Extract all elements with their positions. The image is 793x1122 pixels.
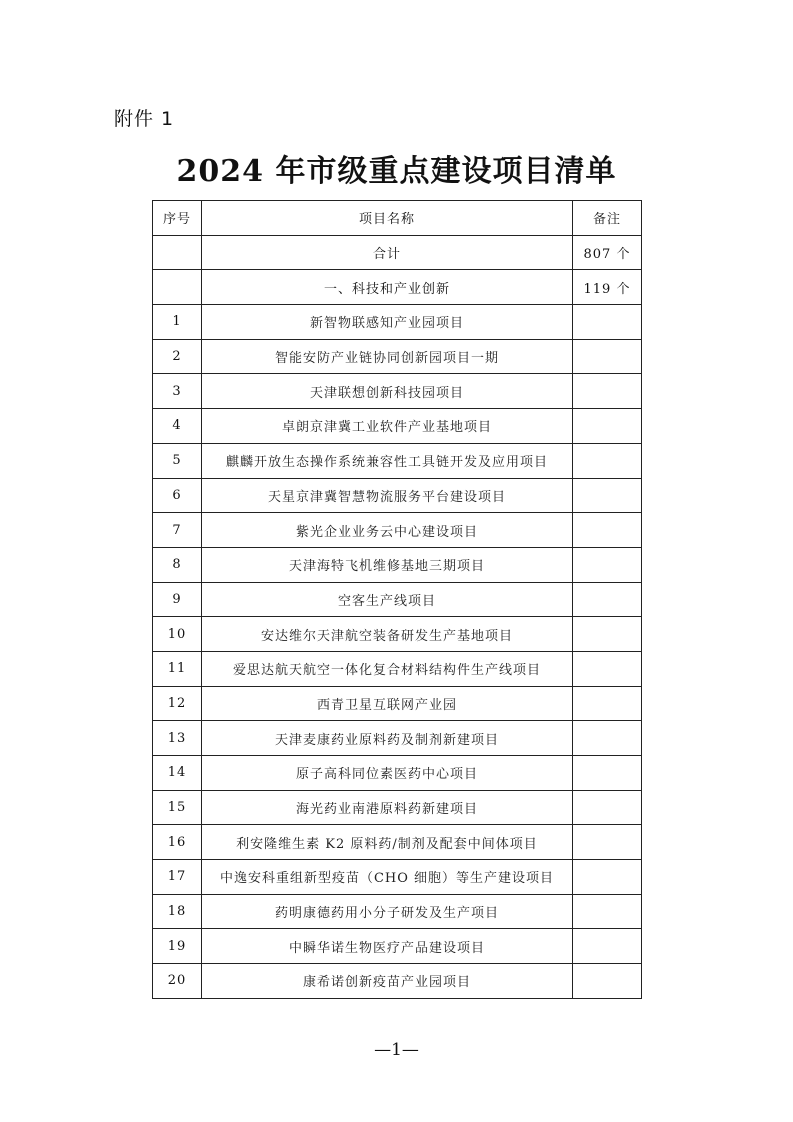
row-note [573, 374, 642, 409]
row-number: 19 [153, 929, 202, 964]
table-row [153, 790, 642, 825]
project-name: 天津麦康药业原料药及制剂新建项目 [202, 721, 573, 756]
row-note [573, 339, 642, 374]
project-name: 西青卫星互联网产业园 [202, 686, 573, 721]
row-number: 10 [153, 617, 202, 652]
table-row [153, 339, 642, 374]
table-row [153, 305, 642, 340]
project-name: 天津联想创新科技园项目 [202, 374, 573, 409]
project-name: 空客生产线项目 [202, 582, 573, 617]
project-name: 药明康德药用小分子研发及生产项目 [202, 894, 573, 929]
table-body [153, 235, 642, 998]
project-name: 天津海特飞机维修基地三期项目 [202, 547, 573, 582]
row-number: 2 [153, 339, 202, 374]
project-name: 海光药业南港原料药新建项目 [202, 790, 573, 825]
row-number: 11 [153, 651, 202, 686]
table-row [153, 860, 642, 895]
table-row [153, 964, 642, 999]
row-number: 5 [153, 443, 202, 478]
header-no: 序号 [153, 201, 202, 236]
row-number: 9 [153, 582, 202, 617]
row-note [573, 790, 642, 825]
project-name: 安达维尔天津航空装备研发生产基地项目 [202, 617, 573, 652]
table-row [153, 686, 642, 721]
table-row [153, 409, 642, 444]
section-note: 119 个 [573, 270, 642, 305]
row-note [573, 305, 642, 340]
table-header-row [153, 201, 642, 236]
project-name: 紫光企业业务云中心建设项目 [202, 513, 573, 548]
row-note [573, 651, 642, 686]
table-row [153, 651, 642, 686]
table-row [153, 547, 642, 582]
total-row [153, 235, 642, 270]
row-number: 8 [153, 547, 202, 582]
table-row [153, 929, 642, 964]
section-row [153, 270, 642, 305]
row-note [573, 478, 642, 513]
row-note [573, 686, 642, 721]
project-name: 卓朗京津冀工业软件产业基地项目 [202, 409, 573, 444]
row-note [573, 860, 642, 895]
row-note [573, 443, 642, 478]
project-name: 天星京津冀智慧物流服务平台建设项目 [202, 478, 573, 513]
project-table [152, 200, 642, 999]
page-number: —1— [374, 1040, 419, 1060]
table-row [153, 478, 642, 513]
table-row [153, 617, 642, 652]
row-note [573, 756, 642, 791]
project-name: 中逸安科重组新型疫苗（CHO 细胞）等生产建设项目 [202, 860, 573, 895]
total-no-cell [153, 235, 202, 270]
table-row [153, 721, 642, 756]
table-row [153, 513, 642, 548]
header-name: 项目名称 [202, 201, 573, 236]
row-number: 6 [153, 478, 202, 513]
total-label: 合计 [202, 235, 573, 270]
table-row [153, 582, 642, 617]
row-note [573, 409, 642, 444]
table-row [153, 825, 642, 860]
project-name: 麒麟开放生态操作系统兼容性工具链开发及应用项目 [202, 443, 573, 478]
row-note [573, 547, 642, 582]
row-number: 15 [153, 790, 202, 825]
project-name: 原子高科同位素医药中心项目 [202, 756, 573, 791]
row-number: 18 [153, 894, 202, 929]
header-note: 备注 [573, 201, 642, 236]
total-note: 807 个 [573, 235, 642, 270]
table-row [153, 443, 642, 478]
row-number: 7 [153, 513, 202, 548]
table-row [153, 374, 642, 409]
section-no-cell [153, 270, 202, 305]
row-note [573, 825, 642, 860]
row-number: 4 [153, 409, 202, 444]
table-row [153, 756, 642, 791]
project-name: 爱思达航天航空一体化复合材料结构件生产线项目 [202, 651, 573, 686]
project-name: 新智物联感知产业园项目 [202, 305, 573, 340]
row-number: 3 [153, 374, 202, 409]
project-name: 智能安防产业链协同创新园项目一期 [202, 339, 573, 374]
row-number: 17 [153, 860, 202, 895]
project-name: 利安隆维生素 K2 原料药/制剂及配套中间体项目 [202, 825, 573, 860]
row-number: 1 [153, 305, 202, 340]
row-note [573, 964, 642, 999]
project-name: 中瞬华诺生物医疗产品建设项目 [202, 929, 573, 964]
section-label: 一、科技和产业创新 [202, 270, 573, 305]
row-note [573, 617, 642, 652]
row-number: 20 [153, 964, 202, 999]
document-title: 2024 年市级重点建设项目清单 [176, 154, 617, 189]
row-number: 16 [153, 825, 202, 860]
project-name: 康希诺创新疫苗产业园项目 [202, 964, 573, 999]
attachment-label: 附件 1 [114, 108, 175, 130]
row-number: 12 [153, 686, 202, 721]
row-note [573, 929, 642, 964]
row-number: 14 [153, 756, 202, 791]
row-number: 13 [153, 721, 202, 756]
row-note [573, 894, 642, 929]
table-row [153, 894, 642, 929]
row-note [573, 721, 642, 756]
row-note [573, 582, 642, 617]
row-note [573, 513, 642, 548]
